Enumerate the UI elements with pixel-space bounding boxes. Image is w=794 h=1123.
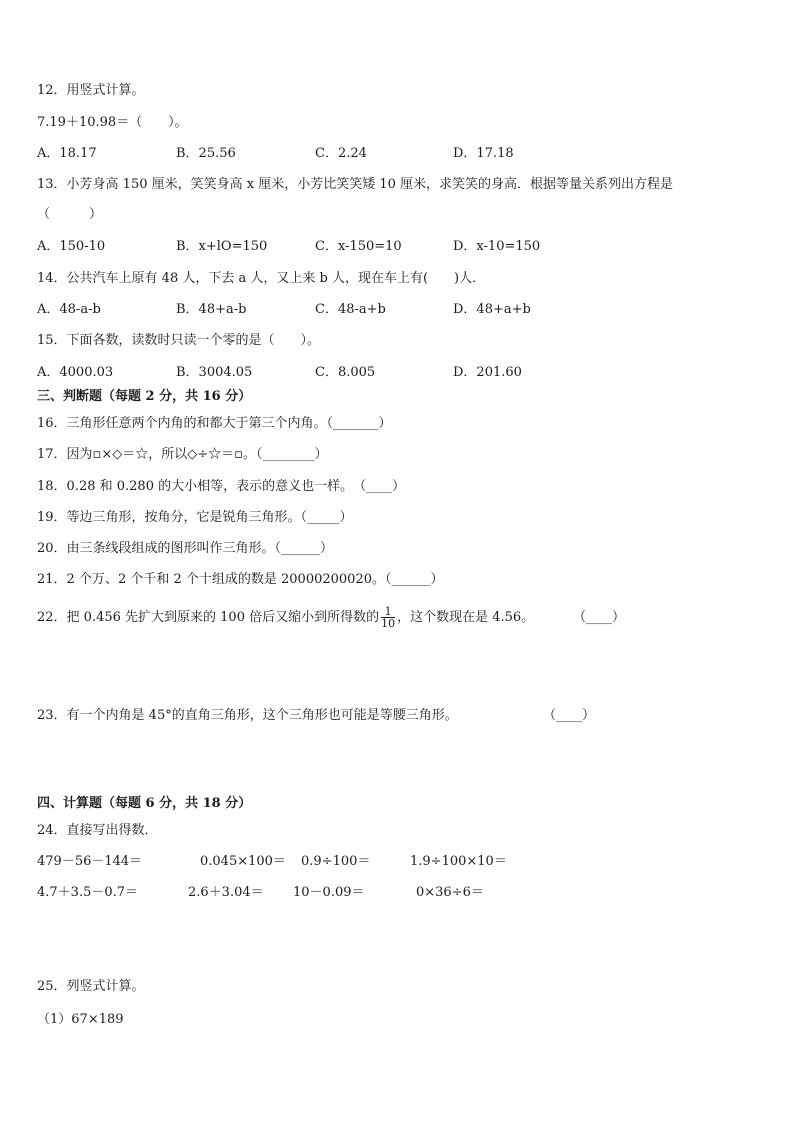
q24-r1-c4: 1.9÷100×10＝ xyxy=(410,854,507,869)
q22-blank: （____） xyxy=(573,610,626,625)
q24-r2-c4: 0×36÷6＝ xyxy=(416,885,484,900)
q12-option-c: C．2.24 xyxy=(315,146,367,161)
q14-stem: 14．公共汽车上原有 48 人，下去 a 人，又上来 b 人，现在车上有( )人． xyxy=(37,271,486,286)
q24-r1-c1: 479－56－144＝ xyxy=(37,854,143,869)
q15-option-b: B．3004.05 xyxy=(176,365,253,380)
q24-r2-c2: 2.6＋3.04＝ xyxy=(188,885,264,900)
q15-option-d: D．201.60 xyxy=(453,365,522,380)
section-4-heading: 四、计算题（每题 6 分，共 18 分） xyxy=(37,796,252,811)
q13-option-a: A．150-10 xyxy=(37,239,106,254)
q25-item-1: （1）67×189 xyxy=(37,1012,124,1027)
q24-r1-c3: 0.9÷100＝ xyxy=(301,854,371,869)
q22-text-after: ，这个数现在是 4.56。 xyxy=(397,610,535,625)
q24-r2-c1: 4.7＋3.5－0.7＝ xyxy=(37,885,139,900)
q23-blank: （____） xyxy=(543,708,596,723)
q22-fraction xyxy=(381,606,395,629)
q22-statement xyxy=(37,604,534,632)
q22-fraction-denominator: 10 xyxy=(381,617,396,630)
q21-statement: 21．2 个万、2 个千和 2 个十组成的数是 20000200020。（______） xyxy=(37,572,444,587)
q20-statement: 20．由三条线段组成的图形叫作三角形。（______） xyxy=(37,541,334,556)
q15-option-a: A．4000.03 xyxy=(37,365,114,380)
q14-option-b: B．48+a-b xyxy=(176,302,247,317)
q15-stem: 15．下面各数，读数时只读一个零的是（ ）。 xyxy=(37,333,321,348)
section-3-heading: 三、判断题（每题 2 分，共 16 分） xyxy=(37,389,252,404)
q13-option-c: C．x-150=10 xyxy=(315,239,402,254)
q13-blank: （ ） xyxy=(37,207,103,222)
q14-option-a: A．48-a-b xyxy=(37,302,101,317)
q17-statement: 17．因为▫×◇＝☆，所以◇÷☆＝▫。（________） xyxy=(37,447,328,462)
q23-statement: 23．有一个内角是 45°的直角三角形，这个三角形也可能是等腰三角形。 xyxy=(37,708,458,723)
q14-option-d: D．48+a+b xyxy=(453,302,531,317)
q12-option-b: B．25.56 xyxy=(176,146,236,161)
q19-statement: 19．等边三角形，按角分，它是锐角三角形。（_____） xyxy=(37,510,353,525)
q24-r1-c2: 0.045×100＝ xyxy=(200,854,286,869)
q13-option-d: D．x-10=150 xyxy=(453,239,541,254)
q12-option-d: D．17.18 xyxy=(453,146,514,161)
q22-text-before: 22．把 0.456 先扩大到原来的 100 倍后又缩小到所得数的 xyxy=(37,610,380,625)
q16-statement: 16．三角形任意两个内角的和都大于第三个内角。（_______） xyxy=(37,416,392,431)
q18-statement: 18．0.28 和 0.280 的大小相等，表示的意义也一样。 （____） xyxy=(37,479,406,494)
q12-option-a: A．18.17 xyxy=(37,146,97,161)
q13-option-b: B．x+lO=150 xyxy=(176,239,268,254)
q15-option-c: C．8.005 xyxy=(315,365,376,380)
q12-stem: 12．用竖式计算。 xyxy=(37,83,145,98)
q25-stem: 25．列竖式计算。 xyxy=(37,979,145,994)
q12-expression: 7.19＋10.98＝（ ）。 xyxy=(37,115,188,130)
q24-stem: 24．直接写出得数． xyxy=(37,823,158,838)
q24-r2-c3: 10－0.09＝ xyxy=(293,885,365,900)
q13-stem: 13．小芳身高 150 厘米，笑笑身高 x 厘米，小芳比笑笑矮 10 厘米，求笑笑的身高．根据等量关系列出方程是 xyxy=(37,177,674,192)
q22-fraction-numerator: 1 xyxy=(381,606,395,618)
q14-option-c: C．48-a+b xyxy=(315,302,386,317)
